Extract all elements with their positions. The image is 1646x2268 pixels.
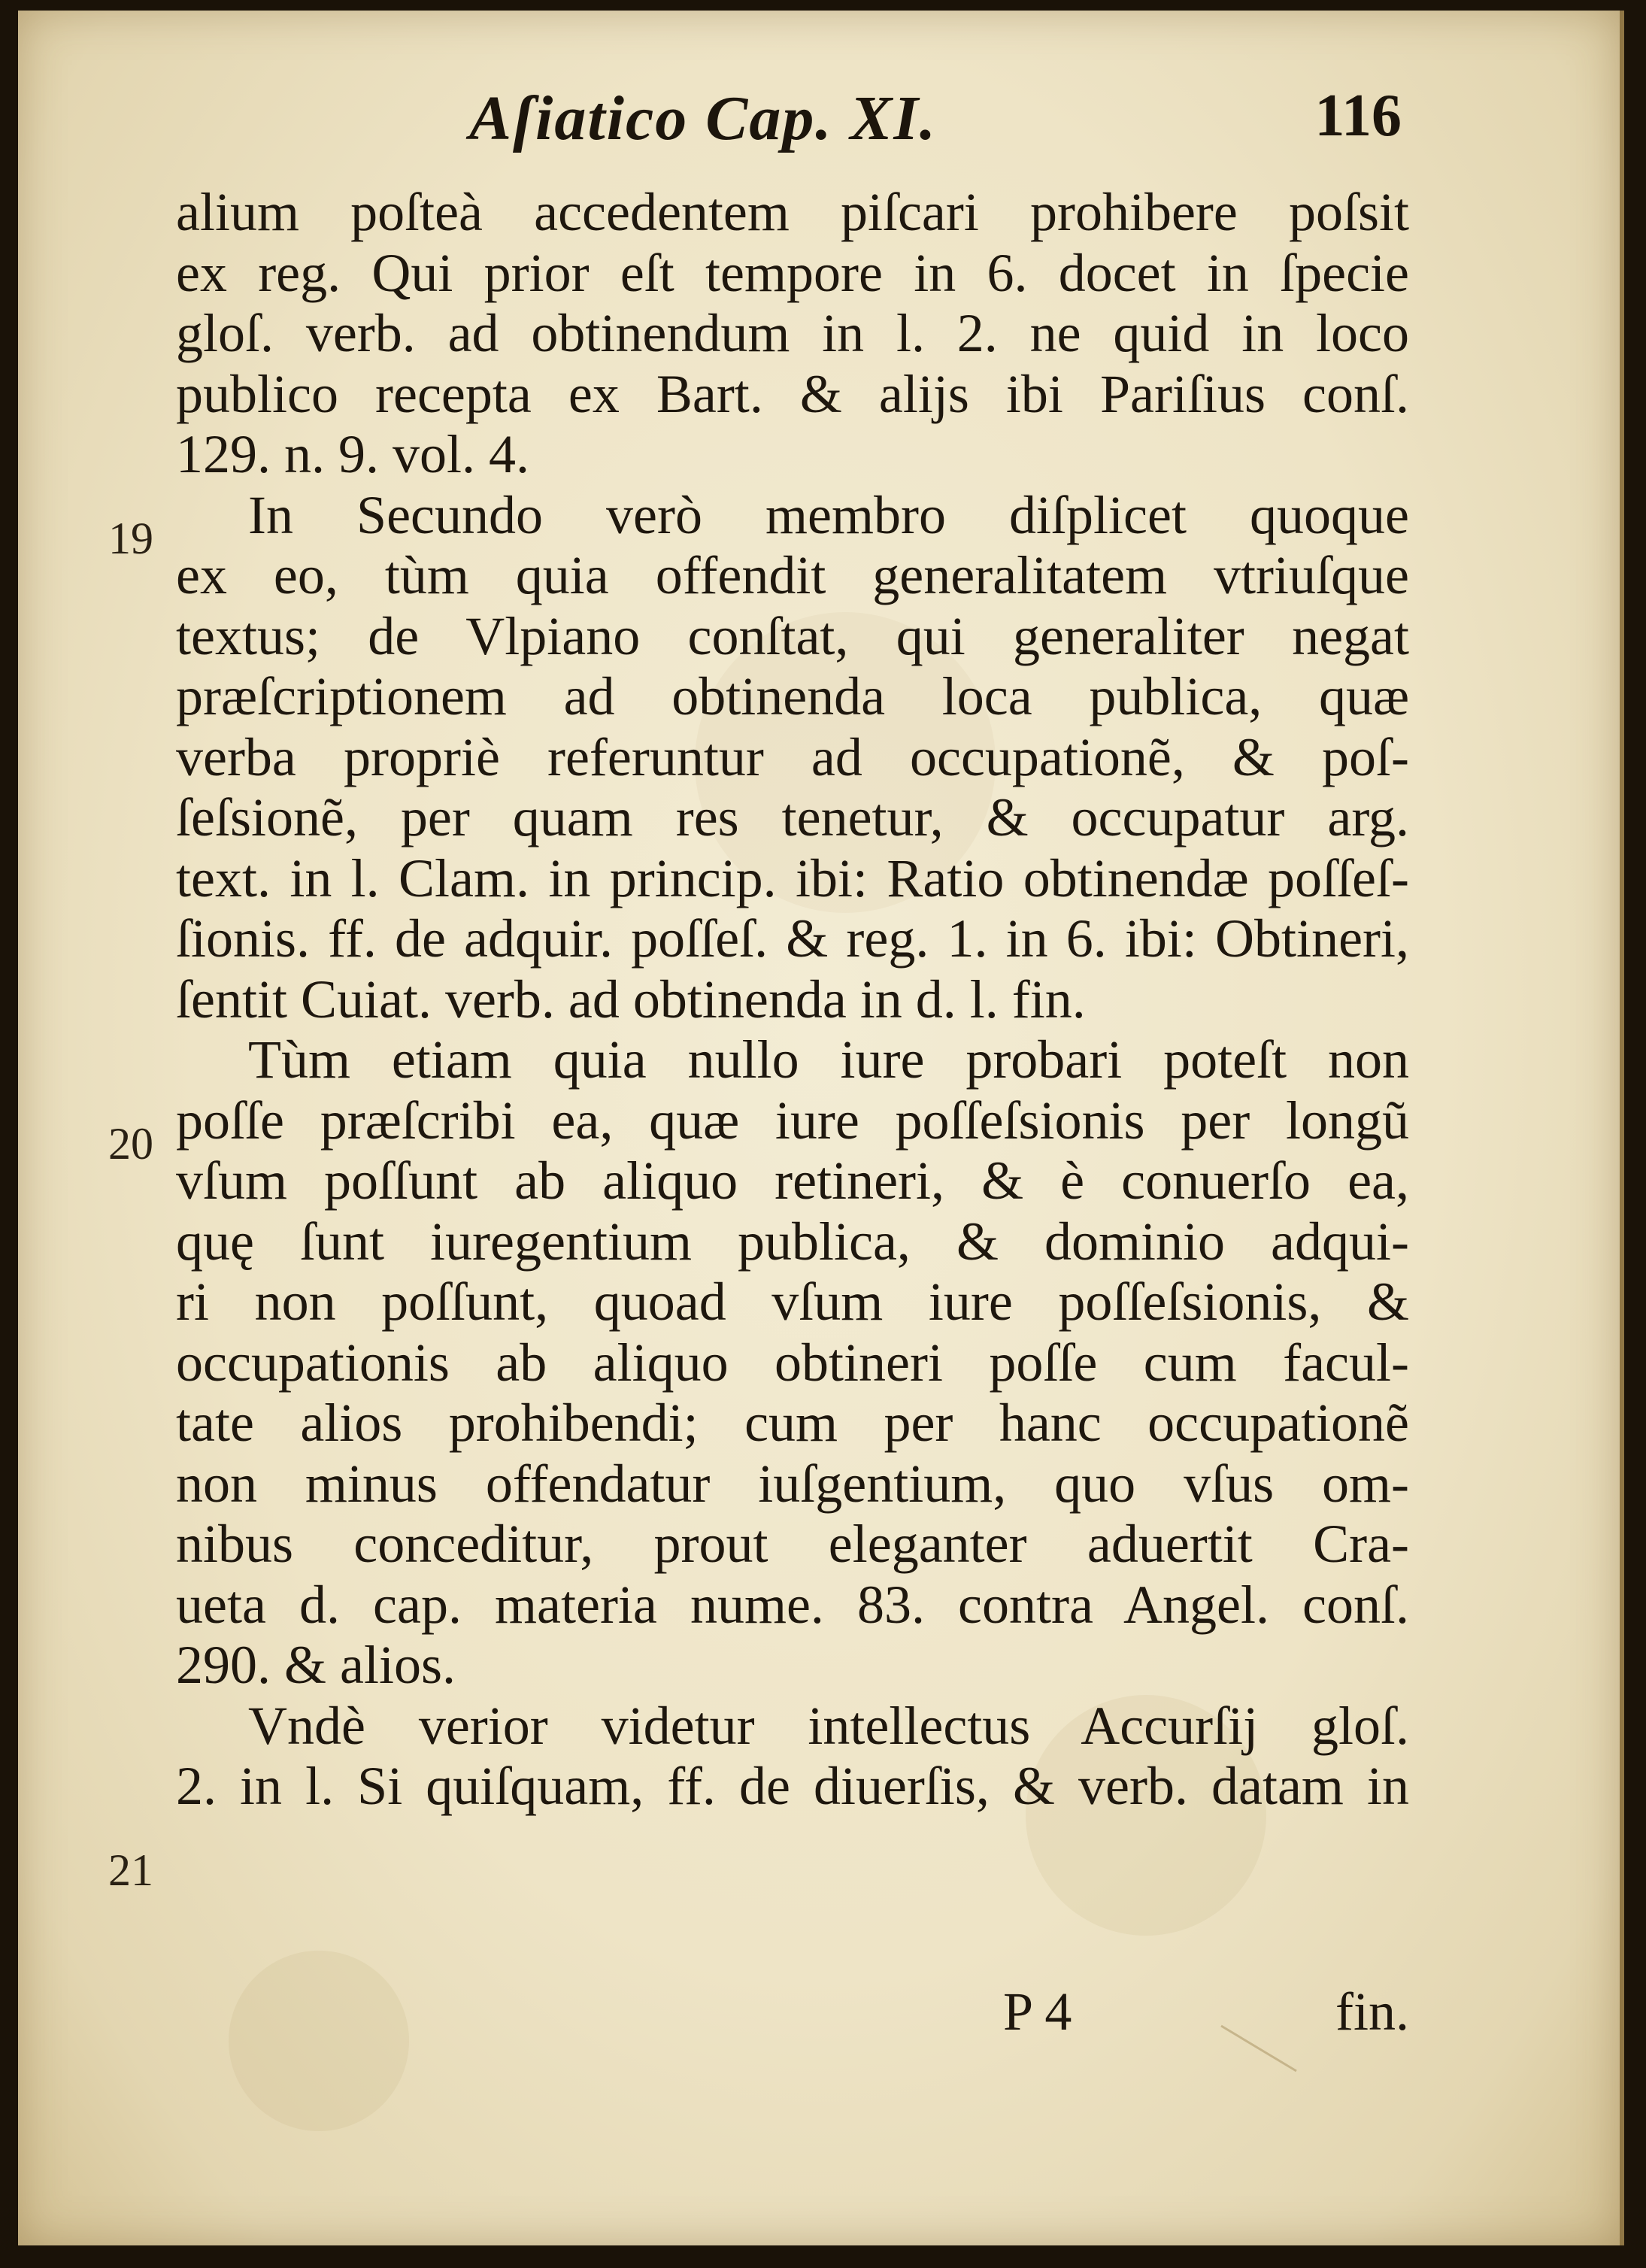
text-line: ex reg. Qui prior eſt tempore in 6. docet in ſpecie	[176, 242, 1409, 303]
text-line: occupationis ab aliquo obtineri poſſe cum facul-	[176, 1332, 1409, 1393]
text-line: publico recepta ex Bart. & alijs ibi Pariſius conſ.	[176, 363, 1409, 424]
text-line: 129. n. 9. vol. 4.	[176, 424, 530, 484]
text-line: text. in l. Clam. in princip. ibi: Ratio obtinendæ poſſeſ-	[176, 847, 1409, 908]
text-line: ueta d. cap. materia nume. 83. contra Angel. conſ.	[176, 1574, 1409, 1635]
text-line: ſionis. ff. de adquir. poſſeſ. & reg. 1. in 6. ibi: Obtineri,	[176, 908, 1409, 969]
text-line: vſum poſſunt ab aliquo retineri, & è conuerſo ea,	[176, 1151, 1409, 1211]
text-line: ſentit Cuiat. verb. ad obtinenda in d. l. fin.	[176, 969, 1086, 1029]
catchword: fin.	[1335, 1981, 1409, 2042]
page-header	[469, 82, 1402, 165]
text-line: textus; de Vlpiano conſtat, qui generaliter negat	[176, 605, 1409, 666]
text-line: præſcriptionem ad obtinenda loca publica, quæ	[176, 666, 1409, 726]
text-line: quę ſunt iuregentium publica, & dominio adqui-	[176, 1211, 1409, 1272]
margin-number: 21	[108, 1845, 153, 1895]
text-line: ſeſsionẽ, per quam res tenetur, & occupatur arg.	[176, 787, 1409, 847]
margin-number: 19	[108, 514, 153, 563]
text-line: Vndè verior videtur intellectus Accurſij gloſ.	[248, 1695, 1409, 1756]
text-line: alium poſteà accedentem piſcari prohibere poſsit	[176, 182, 1409, 242]
text-line: poſſe præſcribi ea, quæ iure poſſeſsionis per longũ	[176, 1090, 1409, 1151]
text-line: non minus offendatur iuſgentium, quo vſus om-	[176, 1453, 1409, 1514]
page-number: 116	[1314, 83, 1402, 149]
text-line: ex eo, tùm quia offendit generalitatem vtriuſque	[176, 545, 1409, 605]
text-line: nibus conceditur, prout eleganter aduertit Cra-	[176, 1514, 1409, 1574]
text-line: 2. in l. Si quiſquam, ff. de diuerſis, & verb. datam in	[176, 1756, 1409, 1816]
text-line: In Secundo verò membro diſplicet quoque	[248, 484, 1409, 545]
text-line: gloſ. verb. ad obtinendum in l. 2. ne quid in loco	[176, 303, 1409, 363]
signature-mark: P 4	[1003, 1981, 1072, 2042]
book-page	[18, 11, 1624, 2245]
text-line: ri non poſſunt, quoad vſum iure poſſeſsionis, &	[176, 1272, 1409, 1332]
text-line: 290. & alios.	[176, 1635, 456, 1695]
page-footer	[176, 1981, 1409, 2048]
text-line: tate alios prohibendi; cum per hanc occupationẽ	[176, 1393, 1409, 1453]
text-line: Tùm etiam quia nullo iure probari poteſt non	[248, 1029, 1409, 1090]
body-text	[176, 182, 1409, 1817]
margin-number: 20	[108, 1119, 153, 1169]
running-title: Aſiatico Cap. XI.	[469, 83, 938, 153]
text-line: verba propriè referuntur ad occupationẽ, & poſ-	[176, 726, 1409, 787]
